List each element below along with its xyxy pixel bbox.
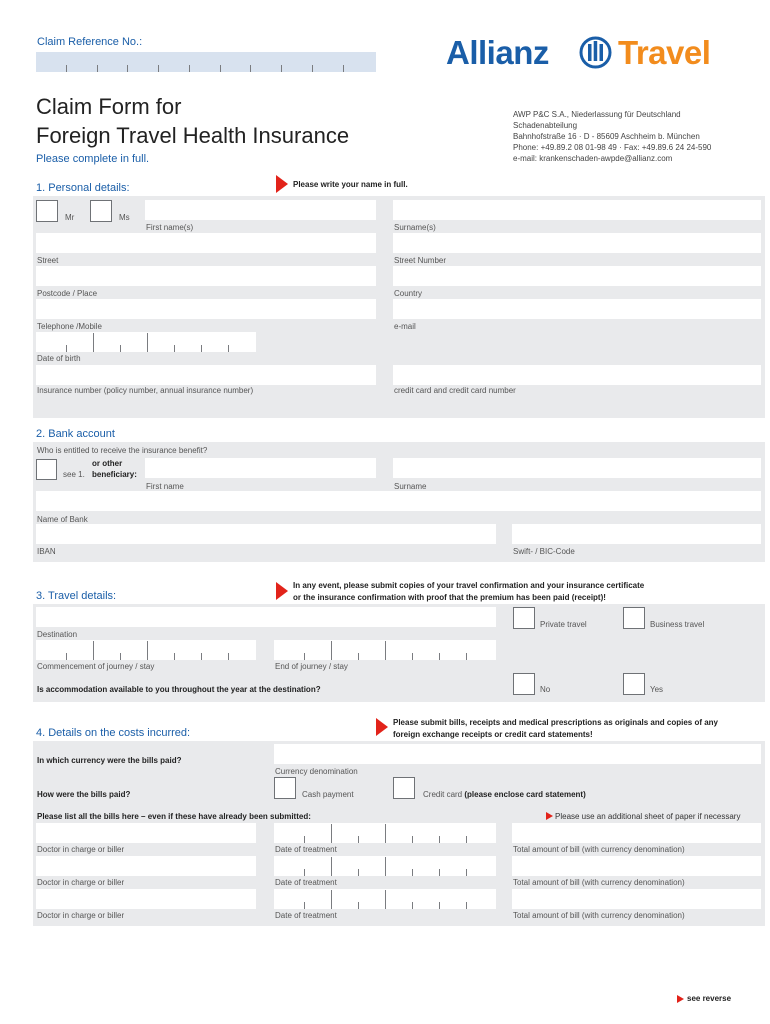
- date-tick: [304, 836, 305, 843]
- street-number-label: Street Number: [394, 256, 447, 265]
- date-tick: [466, 869, 467, 876]
- extra-sheet-note: Please use an additional sheet of paper if necessary: [555, 812, 741, 821]
- date-tick: [466, 653, 467, 660]
- destination-label: Destination: [37, 630, 78, 639]
- doctor-label: Doctor in charge or biller: [37, 878, 125, 887]
- see-reverse-label: see reverse: [687, 994, 732, 1003]
- date-tick: [358, 836, 359, 843]
- note-arrow-icon: [276, 175, 288, 193]
- logo-allianz-word: Allianz: [446, 34, 549, 71]
- address-line: Bahnhofstraße 16 · D - 85609 Aschheim b. München: [513, 132, 700, 141]
- credit-card-payment-label: [423, 790, 586, 799]
- section-travel-heading: 3. Travel details:: [36, 590, 117, 602]
- date-separator: [331, 890, 332, 909]
- private-travel-checkbox[interactable]: [513, 607, 535, 629]
- date-tick: [304, 653, 305, 660]
- date-tick: [412, 869, 413, 876]
- ms-label: Ms: [119, 213, 130, 222]
- doctor-field[interactable]: [36, 889, 256, 909]
- destination-field[interactable]: [36, 607, 496, 627]
- mr-label: Mr: [65, 213, 75, 222]
- commencement-label: Commencement of journey / stay: [37, 662, 155, 671]
- ref-tick: [66, 65, 67, 72]
- ref-tick: [189, 65, 190, 72]
- travel-note-line1: In any event, please submit copies of your travel confirmation and your insurance certificate: [293, 581, 645, 590]
- date-separator: [331, 641, 332, 660]
- how-paid-question: How were the bills paid?: [37, 790, 131, 799]
- doctor-field[interactable]: [36, 823, 256, 843]
- ms-checkbox[interactable]: [90, 200, 112, 222]
- date-tick: [412, 902, 413, 909]
- see-reverse-arrow-icon: [677, 995, 684, 1003]
- treatment-date-label: Date of treatment: [275, 845, 337, 854]
- treatment-date-label: Date of treatment: [275, 878, 337, 887]
- dob-separator: [147, 333, 148, 352]
- date-tick: [412, 653, 413, 660]
- costs-note-line2: foreign exchange receipts or credit card statements!: [393, 730, 593, 739]
- date-separator: [385, 890, 386, 909]
- credit-card-field[interactable]: [393, 365, 761, 385]
- address-line: e-mail: krankenschaden-awpde@allianz.com: [513, 154, 673, 163]
- beneficiary-surname-label: Surname: [394, 482, 427, 491]
- note-arrow-icon: [376, 718, 388, 736]
- beneficiary-label: beneficiary:: [92, 470, 137, 479]
- date-tick: [120, 653, 121, 660]
- date-tick: [466, 836, 467, 843]
- form-title-line1: Claim Form for: [36, 94, 182, 119]
- see-section1-label: see 1.: [63, 470, 85, 479]
- beneficiary-first-name-field[interactable]: [145, 458, 376, 478]
- section-bank-heading: 2. Bank account: [36, 428, 115, 440]
- address-line: Phone: +49.89.2 08 01-98 49 · Fax: +49.89.6 24 24-590: [513, 143, 712, 152]
- dob-tick: [120, 345, 121, 352]
- bill-amount-label: Total amount of bill (with currency denomination): [513, 878, 685, 887]
- bill-amount-field[interactable]: [512, 823, 761, 843]
- ref-tick: [312, 65, 313, 72]
- email-label: e-mail: [394, 322, 416, 331]
- or-other-label: or other: [92, 459, 123, 468]
- date-tick: [304, 902, 305, 909]
- date-tick: [439, 869, 440, 876]
- date-of-birth-label: Date of birth: [37, 354, 81, 363]
- doctor-label: Doctor in charge or biller: [37, 911, 125, 920]
- currency-denomination-label: Currency denomination: [275, 767, 358, 776]
- dob-tick: [174, 345, 175, 352]
- street-field[interactable]: [36, 233, 376, 253]
- iban-label: IBAN: [37, 547, 56, 556]
- doctor-label: Doctor in charge or biller: [37, 845, 125, 854]
- credit-card-text: Credit card: [423, 790, 463, 799]
- ref-tick: [343, 65, 344, 72]
- private-travel-label: Private travel: [540, 620, 587, 629]
- bill-amount-label: Total amount of bill (with currency denomination): [513, 911, 685, 920]
- telephone-label: Telephone /Mobile: [37, 322, 102, 331]
- date-separator: [385, 641, 386, 660]
- postcode-label: Postcode / Place: [37, 289, 98, 298]
- date-tick: [228, 653, 229, 660]
- date-separator: [93, 641, 94, 660]
- ref-tick: [281, 65, 282, 72]
- beneficiary-surname-field[interactable]: [393, 458, 761, 478]
- doctor-field[interactable]: [36, 856, 256, 876]
- postcode-field[interactable]: [36, 266, 376, 286]
- section-personal-heading: 1. Personal details:: [36, 182, 130, 194]
- ref-tick: [97, 65, 98, 72]
- dob-separator: [93, 333, 94, 352]
- credit-card-payment-checkbox[interactable]: [393, 777, 415, 799]
- bank-name-field[interactable]: [36, 491, 761, 511]
- beneficiary-first-name-label: First name: [146, 482, 184, 491]
- dob-tick: [228, 345, 229, 352]
- accommodation-yes-label: Yes: [650, 685, 664, 694]
- date-tick: [439, 902, 440, 909]
- costs-note-line1: Please submit bills, receipts and medical prescriptions as originals and copies of any: [393, 718, 718, 727]
- dob-tick: [66, 345, 67, 352]
- date-tick: [439, 653, 440, 660]
- commencement-date-field[interactable]: [36, 640, 256, 660]
- email-field[interactable]: [393, 299, 761, 319]
- end-label: End of journey / stay: [275, 662, 348, 671]
- country-label: Country: [394, 289, 423, 298]
- date-separator: [147, 641, 148, 660]
- business-travel-checkbox[interactable]: [623, 607, 645, 629]
- surnames-label: Surname(s): [394, 223, 436, 232]
- accommodation-question: Is accommodation available to you throughout the year at the destination?: [37, 685, 321, 694]
- telephone-field[interactable]: [36, 299, 376, 319]
- street-label: Street: [37, 256, 59, 265]
- see-section1-checkbox[interactable]: [36, 459, 57, 480]
- cash-payment-label: Cash payment: [302, 790, 354, 799]
- iban-field[interactable]: [36, 524, 496, 544]
- dob-tick: [201, 345, 202, 352]
- personal-name-note: Please write your name in full.: [293, 180, 408, 189]
- business-travel-label: Business travel: [650, 620, 705, 629]
- date-tick: [174, 653, 175, 660]
- form-title-line2: Foreign Travel Health Insurance: [36, 123, 350, 148]
- credit-card-label: credit card and credit card number: [394, 386, 516, 395]
- claim-reference-field[interactable]: [36, 52, 376, 72]
- date-separator: [385, 857, 386, 876]
- date-separator: [331, 824, 332, 843]
- note-arrow-icon: [276, 582, 288, 600]
- ref-tick: [158, 65, 159, 72]
- country-field[interactable]: [393, 266, 761, 286]
- section-costs-heading: 4. Details on the costs incurred:: [36, 727, 191, 739]
- bill-amount-label: Total amount of bill (with currency denomination): [513, 845, 685, 854]
- first-names-label: First name(s): [146, 223, 194, 232]
- company-address: [513, 109, 711, 164]
- date-tick: [439, 836, 440, 843]
- address-line: AWP P&C S.A., Niederlassung für Deutschland: [513, 110, 681, 119]
- date-tick: [412, 836, 413, 843]
- ref-tick: [127, 65, 128, 72]
- surnames-field[interactable]: [393, 200, 761, 220]
- date-separator: [331, 857, 332, 876]
- credit-card-note: (please enclose card statement): [464, 790, 586, 799]
- date-tick: [358, 869, 359, 876]
- travel-note-line2: or the insurance confirmation with proof that the premium has been paid (receipt)!: [293, 593, 606, 602]
- first-names-field[interactable]: [145, 200, 376, 220]
- list-bills-instruction: Please list all the bills here – even if these have already been submitted:: [37, 812, 311, 821]
- date-separator: [385, 824, 386, 843]
- bank-name-label: Name of Bank: [37, 515, 88, 524]
- swift-label: Swift- / BIC-Code: [513, 547, 575, 556]
- cash-payment-checkbox[interactable]: [274, 777, 296, 799]
- street-number-field[interactable]: [393, 233, 761, 253]
- currency-field[interactable]: [274, 744, 761, 764]
- date-tick: [358, 902, 359, 909]
- date-tick: [466, 902, 467, 909]
- logo-travel-word: Travel: [618, 34, 711, 71]
- mr-checkbox[interactable]: [36, 200, 58, 222]
- accommodation-yes-checkbox[interactable]: [623, 673, 645, 695]
- date-tick: [201, 653, 202, 660]
- date-tick: [304, 869, 305, 876]
- ref-tick: [250, 65, 251, 72]
- beneficiary-question: Who is entitled to receive the insurance benefit?: [37, 446, 208, 455]
- insurance-number-label: Insurance number (policy number, annual insurance number): [37, 386, 254, 395]
- accommodation-no-label: No: [540, 685, 551, 694]
- swift-field[interactable]: [512, 524, 761, 544]
- bill-amount-field[interactable]: [512, 856, 761, 876]
- date-of-birth-field[interactable]: [36, 332, 256, 352]
- insurance-number-field[interactable]: [36, 365, 376, 385]
- allianz-travel-logo: [446, 34, 736, 74]
- date-tick: [66, 653, 67, 660]
- address-line: Schadenabteilung: [513, 121, 578, 130]
- claim-reference-label: Claim Reference No.:: [37, 36, 143, 48]
- currency-question: In which currency were the bills paid?: [37, 756, 182, 765]
- ref-tick: [220, 65, 221, 72]
- date-tick: [358, 653, 359, 660]
- form-subtitle: Please complete in full.: [36, 153, 150, 165]
- treatment-date-label: Date of treatment: [275, 911, 337, 920]
- accommodation-no-checkbox[interactable]: [513, 673, 535, 695]
- allianz-eagle-icon: [579, 36, 612, 69]
- extra-sheet-arrow-icon: [546, 812, 553, 820]
- bill-amount-field[interactable]: [512, 889, 761, 909]
